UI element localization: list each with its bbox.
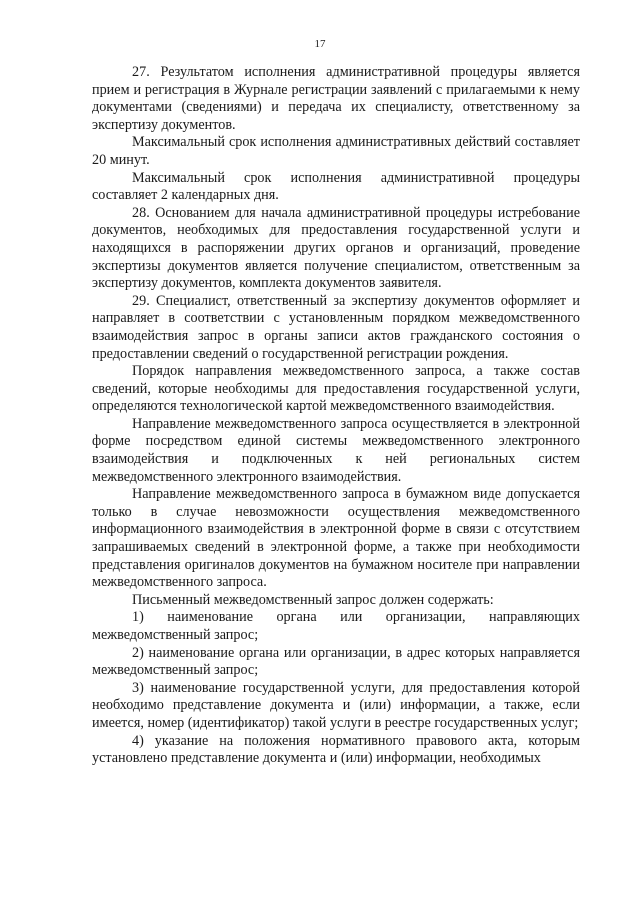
- list-item-2: 2) наименование органа или организации, в адрес которых направляется межведомственный запрос;: [92, 644, 580, 679]
- paragraph-electronic-request: Направление межведомственного запроса осуществляется в электронной форме посредством единой системы межведомственного электронного взаимодействия и подключенных к ней региональных систем межведомственного электронного взаимодействия.: [92, 415, 580, 485]
- paragraph-request-contents: Письменный межведомственный запрос должен содержать:: [132, 591, 494, 608]
- paragraph-29: 29. Специалист, ответственный за экспертизу документов оформляет и направляет в соответствии с установленным порядком межведомственного взаимодействия запрос в органы записи актов гражданского состояния о предоставлении сведений о государственной регистрации рождения.: [92, 292, 580, 362]
- paragraph-max-time-actions: Максимальный срок исполнения административных действий составляет 20 минут.: [92, 134, 580, 168]
- list-item-1: 1) наименование органа или организации, направляющих межведомственный запрос;: [92, 609, 580, 643]
- list-item-4: 4) указание на положения нормативного правового акта, которым установлено представление документа и (или) информации, необходимых: [92, 732, 580, 767]
- document-body: [92, 64, 580, 768]
- paragraph-paper-request: Направление межведомственного запроса в бумажном виде допускается только в случае невозможности осуществления межведомственного информационного взаимодействия в электронной форме в связи с отсутствием запрашиваемых сведений в электронной форме, а также при необходимости представления оригиналов документов на бумажном носителе при направлении межведомственного запроса.: [92, 486, 580, 591]
- paragraph-request-order: Порядок направления межведомственного запроса, а также состав сведений, которые необходимы для предоставления государственной услуги, определяются технологической картой межведомственного взаимодействия.: [92, 363, 580, 415]
- paragraph-28: 28. Основанием для начала административной процедуры истребование документов, необходимых для предоставления государственной услуги и находящихся в распоряжении других органов и организаций, проведение экспертизы документов является получение специалистом, ответственным за экспертизу документов, комплекта документов заявителя.: [92, 204, 580, 292]
- page-number: 17: [314, 38, 326, 50]
- list-item-3: 3) наименование государственной услуги, для предоставления которой необходимо представление документа и (или) информации, а также, если имеется, номер (идентификатор) такой услуги в реестре государственных услуг;: [92, 679, 580, 731]
- paragraph-27: 27. Результатом исполнения административной процедуры является прием и регистрация в Журнале регистрации заявлений с прилагаемыми к нему документами (сведениями) и передача их специалисту, ответственному за экспертизу документов.: [92, 64, 580, 133]
- paragraph-max-time-procedure: Максимальный срок исполнения административной процедуры составляет 2 календарных дня.: [92, 169, 580, 204]
